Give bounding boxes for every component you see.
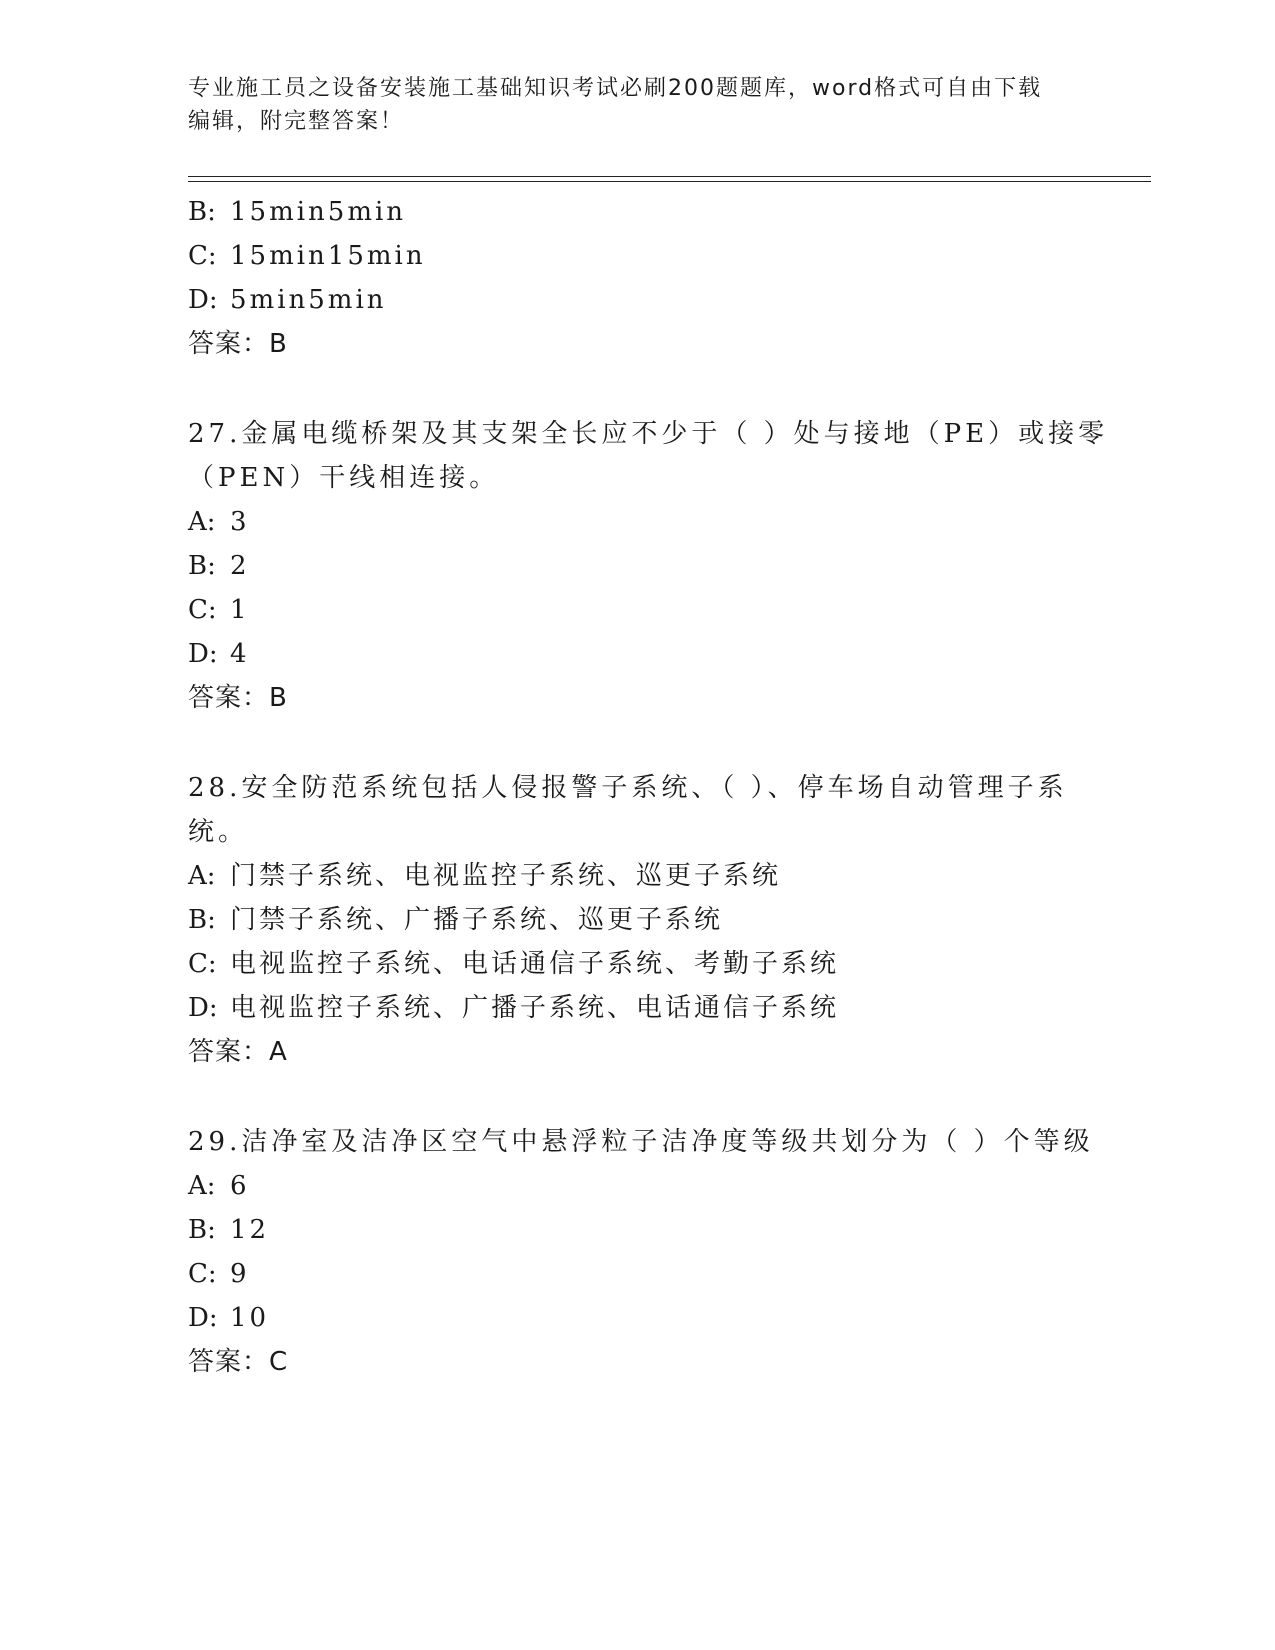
- q28-stem-line-1: 28.安全防范系统包括人侵报警子系统、（ ）、停车场自动管理子系: [188, 773, 1068, 803]
- option-key: D:: [188, 639, 218, 669]
- option-text: 12: [230, 1215, 270, 1245]
- option-text: 6: [230, 1171, 250, 1201]
- option-key: D:: [188, 993, 218, 1023]
- option-key: A:: [188, 861, 216, 891]
- option-key: A:: [188, 1171, 216, 1201]
- option-key: B:: [188, 197, 216, 227]
- q27-stem-line-2: （PEN）干线相连接。: [188, 463, 500, 493]
- q28-answer: 答案：A: [188, 1037, 288, 1067]
- q28-option-c: [188, 948, 839, 980]
- header-divider-top: [188, 176, 1151, 177]
- option-text: 电视监控子系统、电话通信子系统、考勤子系统: [230, 949, 840, 979]
- q27-stem-line-1: 27.金属电缆桥架及其支架全长应不少于（ ）处与接地（PE）或接零: [188, 419, 1109, 449]
- option-text: 门禁子系统、电视监控子系统、巡更子系统: [230, 861, 782, 891]
- option-key: B:: [188, 1215, 216, 1245]
- q29-answer: 答案：C: [188, 1347, 289, 1377]
- option-text: 2: [230, 551, 250, 581]
- option-text: 电视监控子系统、广播子系统、电话通信子系统: [230, 993, 840, 1023]
- option-key: D:: [188, 1303, 218, 1333]
- q26-answer: 答案：B: [188, 329, 288, 359]
- option-text: 9: [230, 1259, 250, 1289]
- q26-option-b: [188, 196, 406, 228]
- option-key: C:: [188, 949, 217, 979]
- q27-option-b: [188, 550, 250, 582]
- option-text: 4: [230, 639, 250, 669]
- q29-stem-line-1: 29.洁净室及洁净区空气中悬浮粒子洁净度等级共划分为（ ）个等级: [188, 1127, 1094, 1157]
- option-text: 15min15min: [230, 241, 426, 271]
- q28-stem-line-2: 统。: [188, 817, 249, 847]
- option-text: 1: [230, 595, 250, 625]
- q29-option-c: [188, 1258, 250, 1290]
- q27-option-d: [188, 638, 250, 670]
- q26-option-c: [188, 240, 426, 272]
- option-text: 3: [230, 507, 250, 537]
- option-text: 15min5min: [230, 197, 407, 227]
- q28-option-a: [188, 860, 781, 892]
- option-key: C:: [188, 595, 217, 625]
- q26-option-d: [188, 284, 387, 316]
- q28-option-b: [188, 904, 723, 936]
- option-key: B:: [188, 905, 216, 935]
- q27-option-a: [188, 506, 250, 538]
- q27-option-c: [188, 594, 250, 626]
- option-text: 门禁子系统、广播子系统、巡更子系统: [230, 905, 724, 935]
- option-key: C:: [188, 241, 217, 271]
- q29-option-d: [188, 1302, 269, 1334]
- option-text: 5min5min: [230, 285, 387, 315]
- header-divider-bottom: [188, 181, 1151, 182]
- header-line-1: 专业施工员之设备安装施工基础知识考试必刷200题题库，word格式可自由下载: [188, 76, 1043, 101]
- q28-option-d: [188, 992, 839, 1024]
- q27-answer: 答案：B: [188, 683, 288, 713]
- header-line-2: 编辑，附完整答案！: [188, 109, 405, 134]
- option-text: 10: [230, 1303, 270, 1333]
- option-key: C:: [188, 1259, 217, 1289]
- q29-option-b: [188, 1214, 269, 1246]
- document-header: [188, 72, 1088, 138]
- option-key: D:: [188, 285, 218, 315]
- option-key: B:: [188, 551, 216, 581]
- option-key: A:: [188, 507, 216, 537]
- q29-option-a: [188, 1170, 250, 1202]
